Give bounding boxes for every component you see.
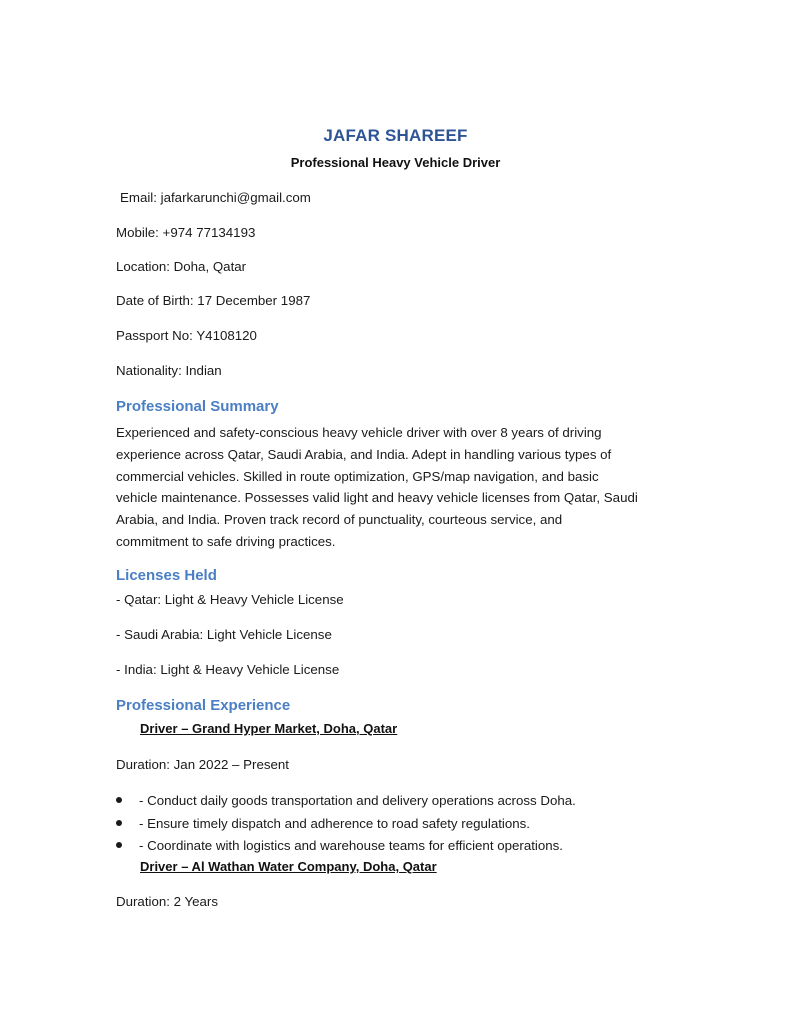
summary-line: Experienced and safety-conscious heavy vehicle driver with over 8 years of driving <box>116 425 602 440</box>
mobile-line: Mobile: +974 77134193 <box>116 225 256 240</box>
list-item <box>116 815 576 838</box>
location-line: Location: Doha, Qatar <box>116 259 247 274</box>
job-title: Driver – Grand Hyper Market, Doha, Qatar <box>140 721 398 736</box>
licenses-heading: Licenses Held <box>116 567 217 584</box>
job-duties-list <box>116 792 576 860</box>
license-item: - Saudi Arabia: Light Vehicle License <box>116 627 332 642</box>
duty-text: - Conduct daily goods transportation and delivery operations across Doha. <box>139 793 576 808</box>
bullet-icon <box>116 842 122 848</box>
nationality-line: Nationality: Indian <box>116 363 222 378</box>
summary-line: commercial vehicles. Skilled in route optimization, GPS/map navigation, and basic <box>116 468 599 484</box>
summary-line: commitment to safe driving practices. <box>116 533 336 549</box>
candidate-title: Professional Heavy Vehicle Driver <box>290 155 501 170</box>
passport-line: Passport No: Y4108120 <box>116 328 257 343</box>
candidate-name: JAFAR SHAREEF <box>323 126 468 145</box>
summary-heading: Professional Summary <box>116 398 279 415</box>
list-item <box>116 837 576 860</box>
bullet-icon <box>116 820 122 826</box>
license-item: - Qatar: Light & Heavy Vehicle License <box>116 592 344 607</box>
email-line: Email: jafarkarunchi@gmail.com <box>120 190 311 205</box>
license-item: - India: Light & Heavy Vehicle License <box>116 662 340 677</box>
summary-line: Arabia, and India. Proven track record of punctuality, courteous service, and <box>116 512 563 528</box>
job-duration: Duration: 2 Years <box>116 894 219 909</box>
dob-line: Date of Birth: 17 December 1987 <box>116 293 311 308</box>
bullet-icon <box>116 797 122 803</box>
duty-text: - Ensure timely dispatch and adherence to road safety regulations. <box>139 815 531 831</box>
summary-line: vehicle maintenance. Possesses valid light and heavy vehicle licenses from Qatar, Saudi <box>116 490 638 506</box>
job-duration: Duration: Jan 2022 – Present <box>116 757 289 772</box>
summary-paragraph <box>116 422 676 553</box>
duty-text: - Coordinate with logistics and warehouse teams for efficient operations. <box>139 838 564 853</box>
summary-line: experience across Qatar, Saudi Arabia, and India. Adept in handling various types of <box>116 446 612 462</box>
list-item <box>116 792 576 815</box>
job-title: Driver – Al Wathan Water Company, Doha, Qatar <box>140 859 437 874</box>
experience-heading: Professional Experience <box>116 697 291 714</box>
